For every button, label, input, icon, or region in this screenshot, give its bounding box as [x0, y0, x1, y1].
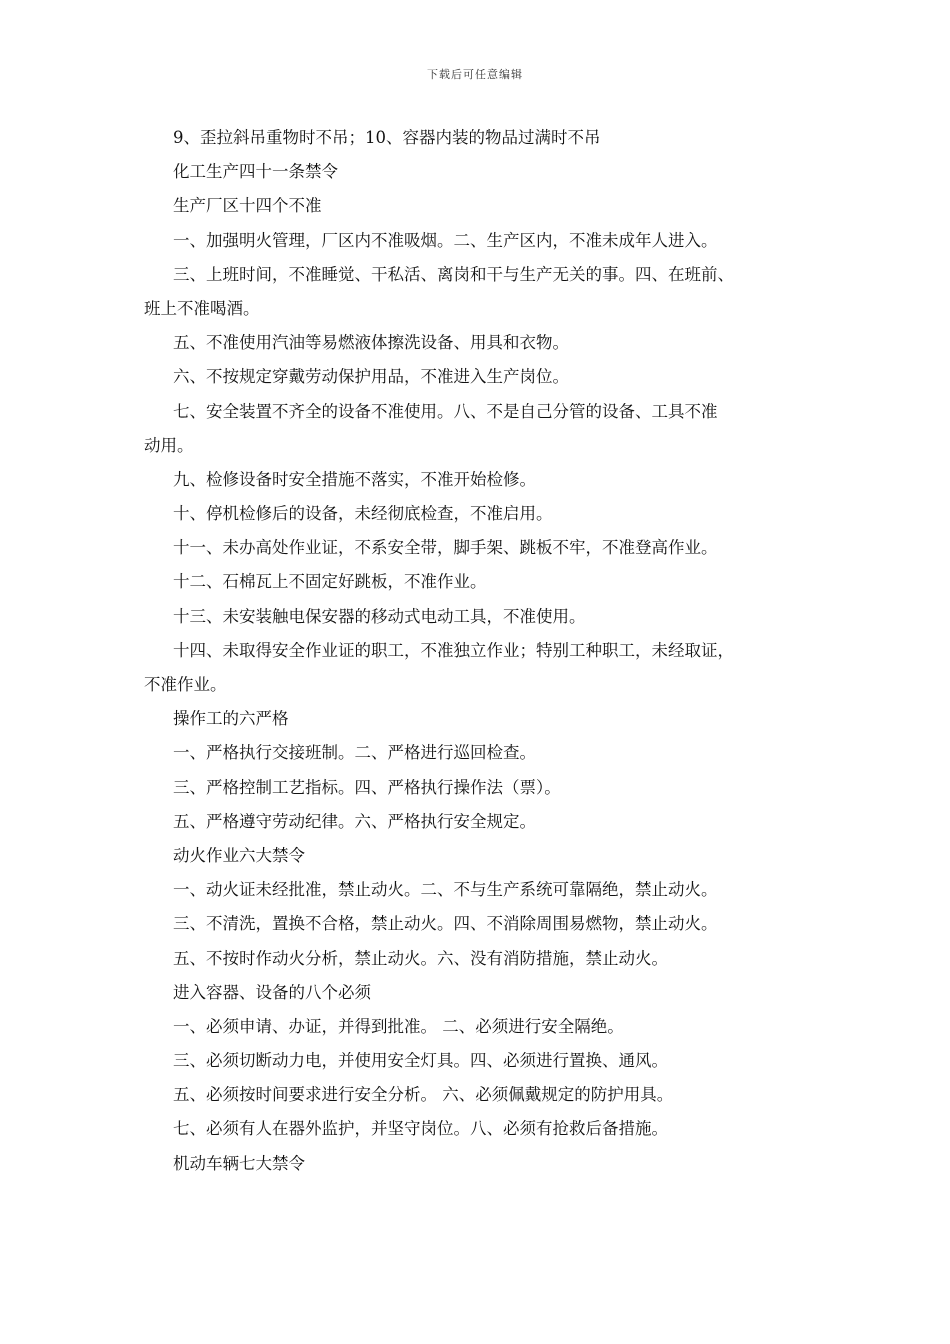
- text-line: 三、必须切断动力电，并使用安全灯具。四、必须进行置换、通风。: [173, 1051, 668, 1071]
- text-line: 9、歪拉斜吊重物时不吊；10、容器内装的物品过满时不吊: [173, 128, 601, 147]
- text-line: 一、严格执行交接班制。二、严格进行巡回检查。: [173, 743, 536, 763]
- text-line: 一、加强明火管理，厂区内不准吸烟。二、生产区内，不准未成年人进入。: [173, 230, 718, 250]
- text-line: 六、不按规定穿戴劳动保护用品，不准进入生产岗位。: [173, 367, 569, 387]
- text-line: 五、不准使用汽油等易燃液体擦洗设备、用具和衣物。: [173, 333, 569, 353]
- text-line: 五、必须按时间要求进行安全分析。 六、必须佩戴规定的防护用具。: [173, 1085, 674, 1105]
- text-line: 三、上班时间，不准睡觉、干私活、离岗和干与生产无关的事。四、在班前、: [173, 264, 734, 284]
- text-line: 十二、石棉瓦上不固定好跳板，不准作业。: [173, 572, 487, 592]
- page-header: 下载后可任意编辑: [427, 68, 523, 81]
- text-line: 化工生产四十一条禁令: [173, 162, 338, 182]
- text-line: 一、动火证未经批准，禁止动火。二、不与生产系统可靠隔绝，禁止动火。: [173, 880, 718, 900]
- text-line: 十、停机检修后的设备，未经彻底检查，不准启用。: [173, 504, 553, 524]
- text-line: 九、检修设备时安全措施不落实，不准开始检修。: [173, 469, 536, 489]
- text-line: 进入容器、设备的八个必须: [173, 982, 371, 1002]
- text-line: 一、必须申请、办证，并得到批准。 二、必须进行安全隔绝。: [173, 1016, 624, 1036]
- text-line: 班上不准喝酒。: [144, 298, 260, 318]
- text-line: 七、必须有人在器外监护，并坚守岗位。八、必须有抢救后备措施。: [173, 1119, 668, 1139]
- text-line: 生产厂区十四个不准: [173, 196, 322, 216]
- text-line: 五、严格遵守劳动纪律。六、严格执行安全规定。: [173, 811, 536, 831]
- text-line: 十一、未办高处作业证，不系安全带，脚手架、跳板不牢，不准登高作业。: [173, 538, 718, 558]
- text-line: 十三、未安装触电保安器的移动式电动工具，不准使用。: [173, 606, 586, 626]
- document-body: [144, 121, 829, 1181]
- text-line: 十四、未取得安全作业证的职工，不准独立作业；特别工种职工，未经取证，: [173, 640, 734, 660]
- text-line: 五、不按时作动火分析，禁止动火。六、没有消防措施，禁止动火。: [173, 948, 668, 968]
- text-line: 不准作业。: [144, 675, 227, 694]
- text-line: 三、不清洗，置换不合格，禁止动火。四、不消除周围易燃物，禁止动火。: [173, 914, 718, 934]
- text-line: 机动车辆七大禁令: [173, 1153, 305, 1173]
- text-line: 三、严格控制工艺指标。四、严格执行操作法（票）。: [173, 777, 561, 797]
- text-line: 七、安全装置不齐全的设备不准使用。八、不是自己分管的设备、工具不准: [173, 401, 718, 421]
- text-line: 动用。: [144, 435, 194, 455]
- text-line: 动火作业六大禁令: [173, 845, 305, 865]
- text-line: 操作工的六严格: [173, 709, 289, 729]
